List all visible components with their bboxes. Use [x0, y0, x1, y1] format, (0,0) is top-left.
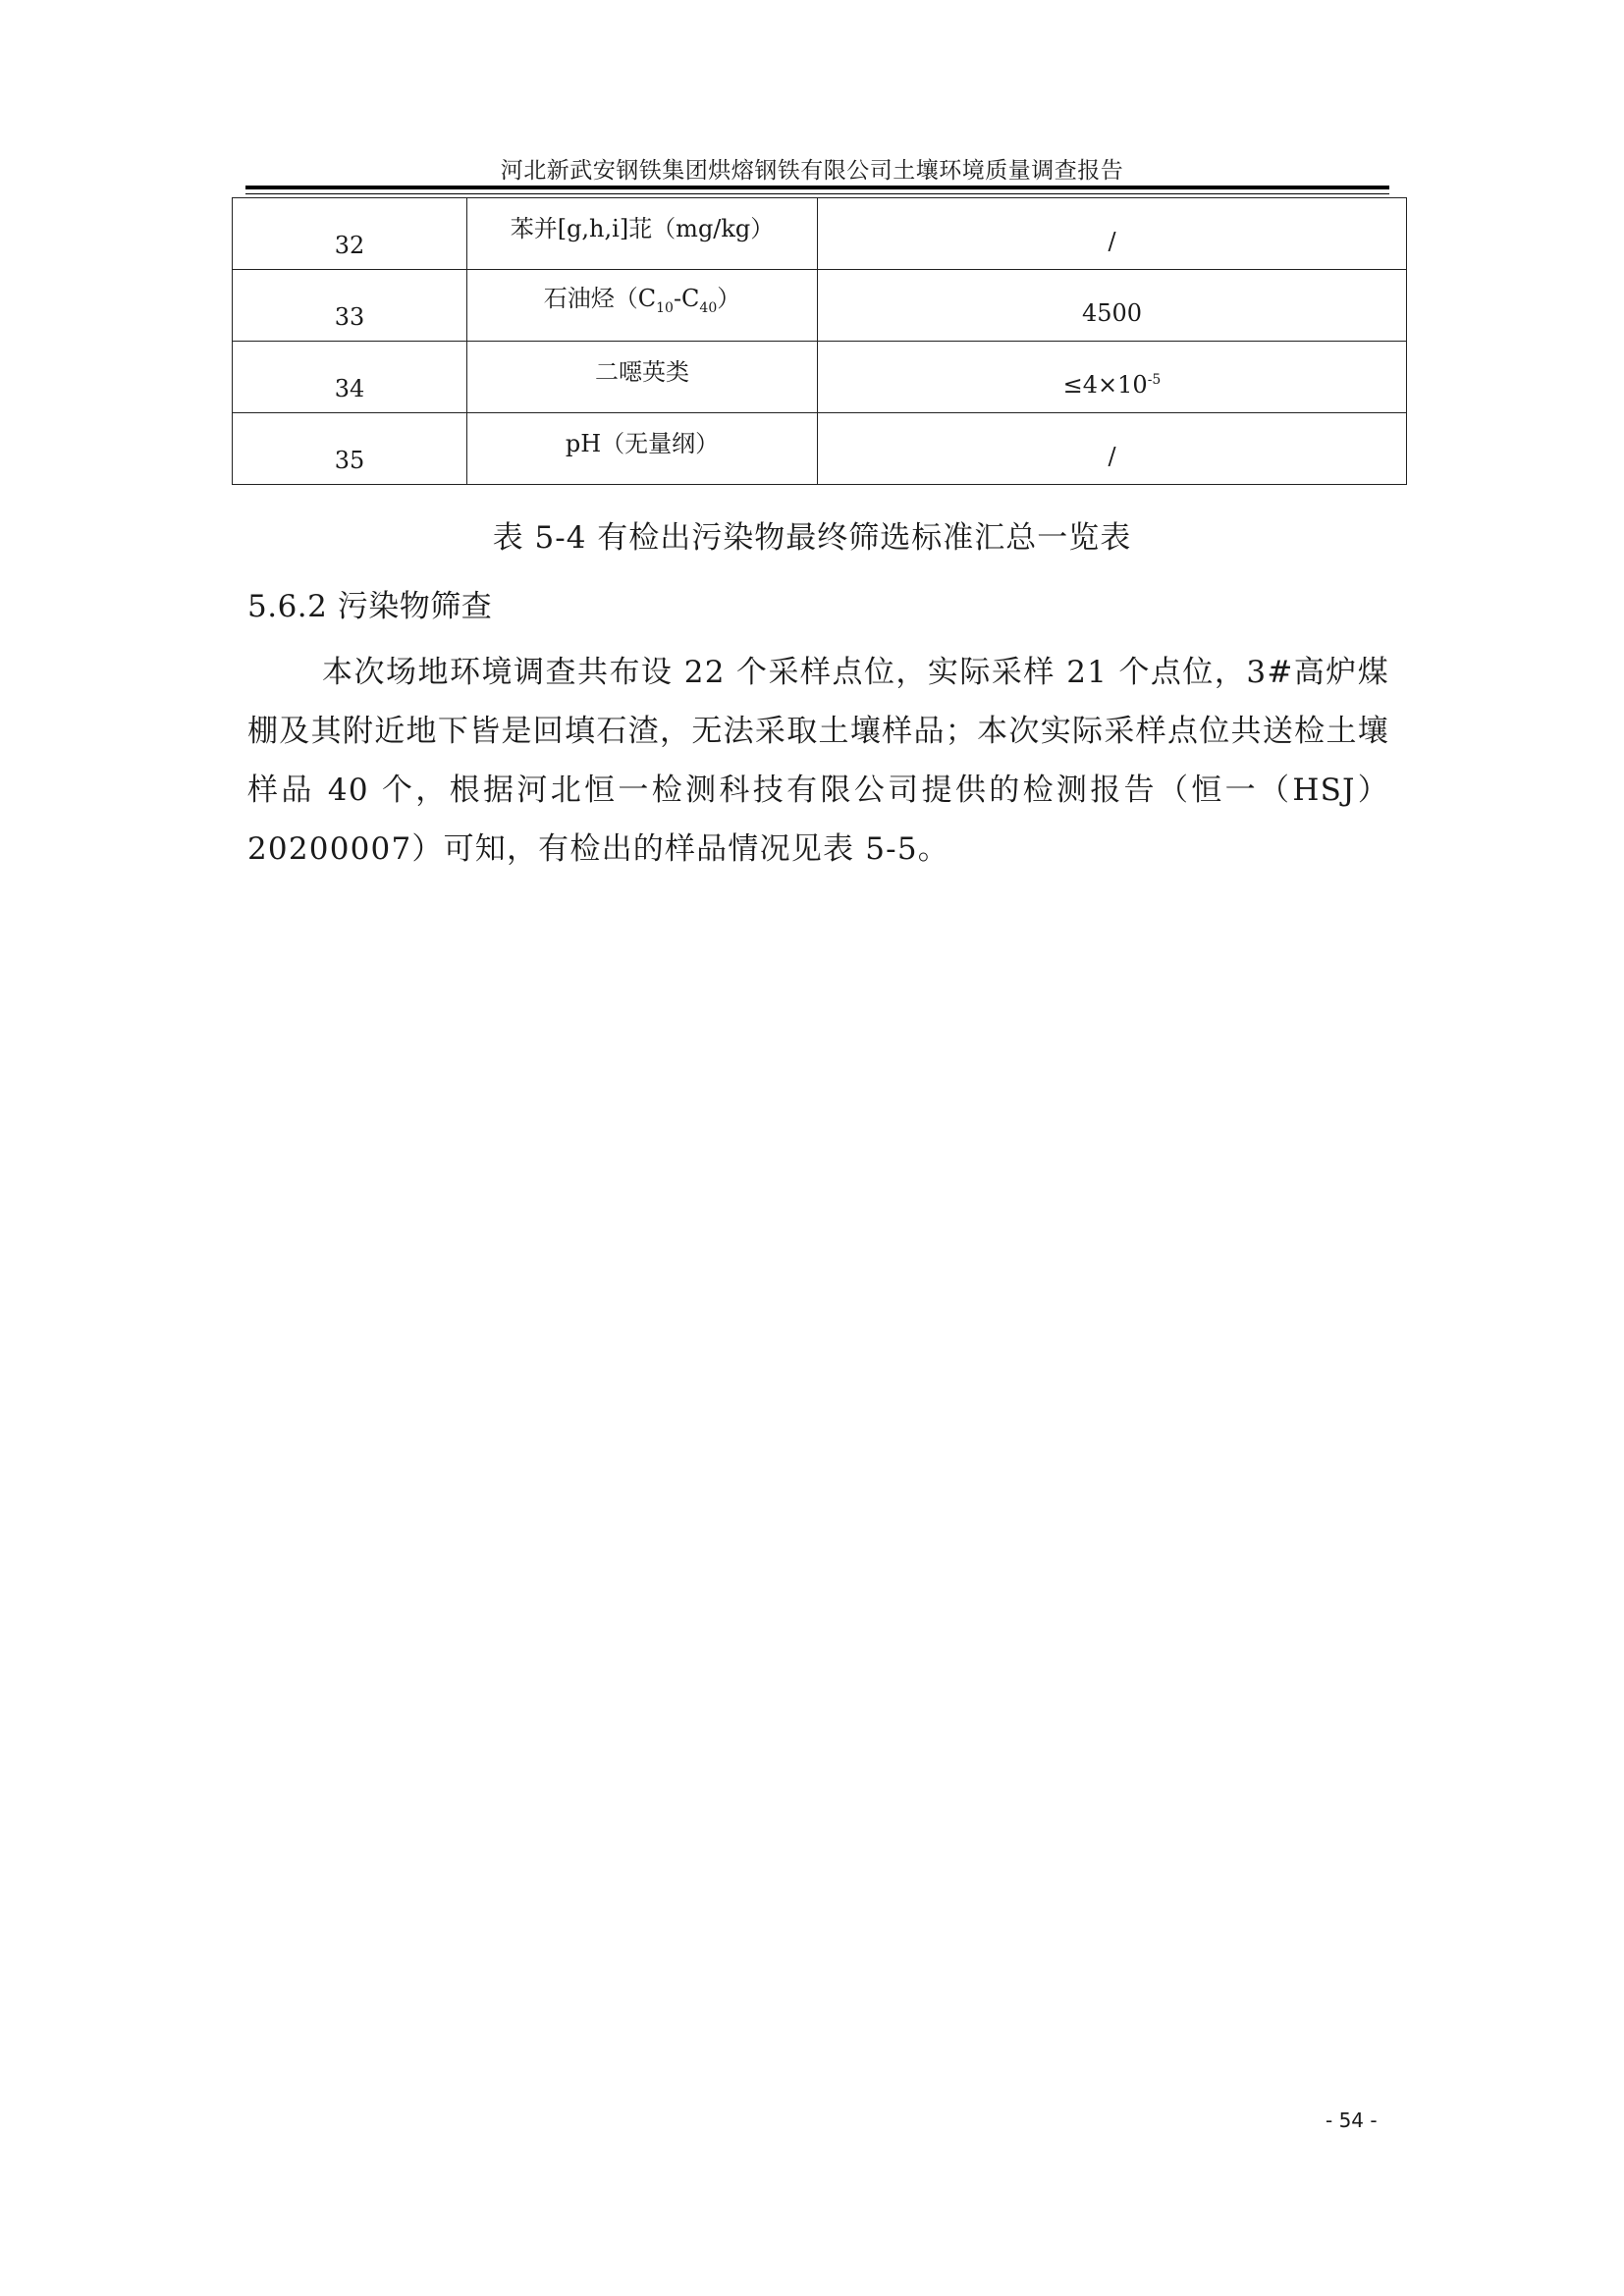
screening-standard-table — [232, 197, 1407, 485]
document-header-title: 河北新武安钢铁集团烘熔钢铁有限公司土壤环境质量调查报告 — [500, 158, 1124, 184]
pollutant-name: 石油烃$(C_{10}-C_{40})$ — [543, 285, 741, 316]
standard-value-cell — [818, 342, 1407, 413]
pollutant-name-cell — [467, 270, 818, 342]
row-number-cell: 35 — [233, 413, 467, 485]
table-row — [233, 413, 1407, 485]
row-number-cell: 33 — [233, 270, 467, 342]
page-number: - 54 - — [1326, 2109, 1378, 2132]
standard-value-cell — [818, 413, 1407, 485]
table-row — [233, 198, 1407, 270]
table-caption: 表 5-4 有检出污染物最终筛选标准汇总一览表 — [492, 520, 1132, 556]
standard-value-cell — [818, 270, 1407, 342]
standard-value: / — [1108, 443, 1116, 470]
row-number-cell: 32 — [233, 198, 467, 270]
pollutant-name-cell — [467, 198, 818, 270]
standard-value: / — [1108, 228, 1116, 255]
pollutant-name: pH（无量纲） — [565, 429, 720, 457]
section-heading: 5.6.2 污染物筛查 — [247, 589, 493, 624]
header-rule-thick — [245, 186, 1389, 189]
row-number-cell: 34 — [233, 342, 467, 413]
body-paragraph: 本次场地环境调查共布设 22 个采样点位，实际采样 21 个点位，3#高炉煤棚及其附近地下皆是回填石渣，无法采取土壤样品；本次实际采样点位共送检土壤样品 40 个，根据河北恒一检测科技有限公司提供的检测报告（恒一（HSJ）20200007）可知，有检出的样品情况见表 5-5。 — [247, 655, 1389, 867]
standard-value: $\le 4\times 10^{-5}$ — [1062, 371, 1162, 399]
pollutant-name-cell — [467, 342, 818, 413]
pollutant-name: 苯并[g,h,i]苝（mg/kg） — [510, 214, 775, 242]
table-row — [233, 270, 1407, 342]
header-rule-thin — [245, 193, 1389, 194]
table-row — [233, 342, 1407, 413]
standard-value-cell — [818, 198, 1407, 270]
standard-value: 4500 — [1081, 299, 1143, 327]
pollutant-name: 二噁英类 — [595, 357, 689, 386]
pollutant-name-cell — [467, 413, 818, 485]
